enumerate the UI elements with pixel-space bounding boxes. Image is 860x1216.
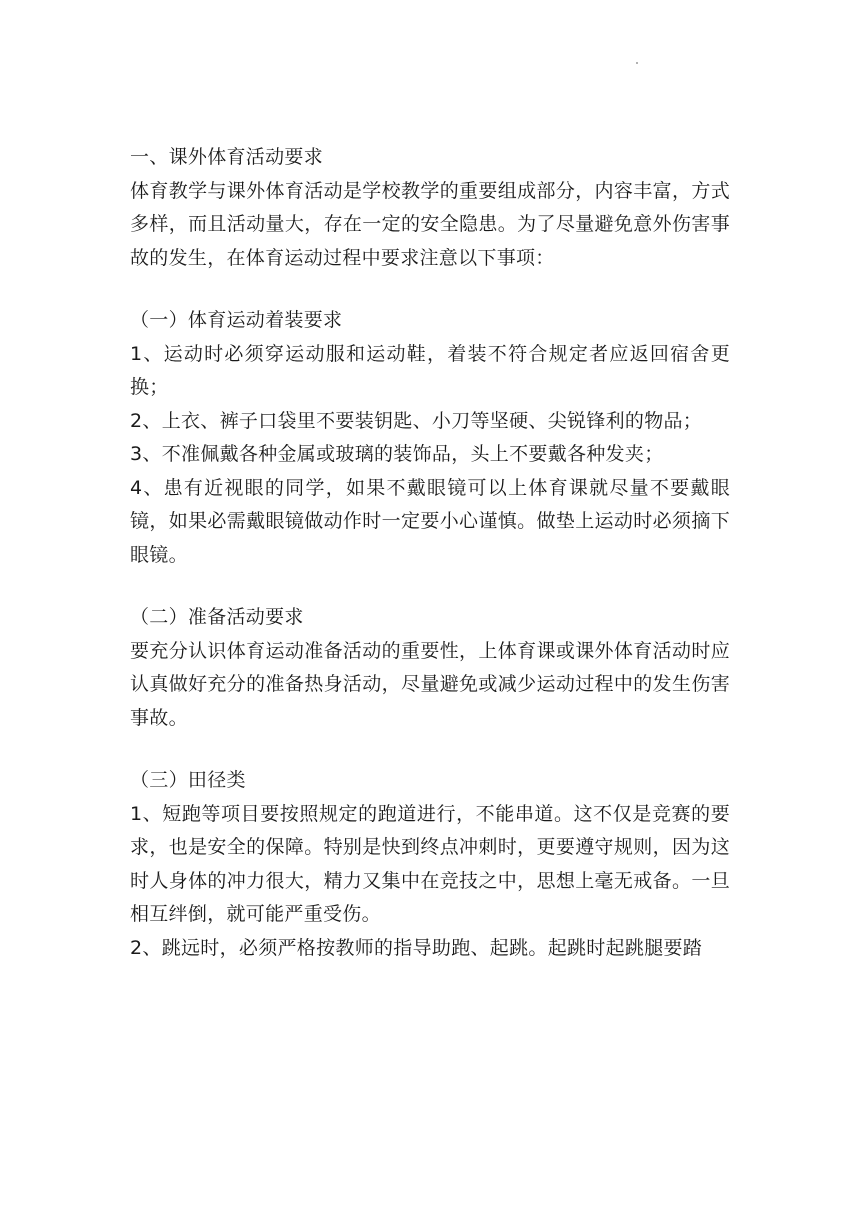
document-body [130, 141, 730, 965]
paragraph-gap [130, 275, 730, 304]
track-field-item-2: 2、跳远时，必须严格按教师的指导助跑、起跳。起跳时起跳腿要踏 [130, 936, 703, 959]
subsection-title-track-field: （三）田径类 [130, 769, 246, 791]
attire-item-2: 2、上衣、裤子口袋里不要装钥匙、小刀等坚硬、尖锐锋利的物品； [130, 409, 703, 432]
attire-item-1: 1、运动时必须穿运动服和运动鞋，着装不符合规定者应返回宿舍更换； [130, 342, 730, 398]
attire-item-4: 4、患有近视眼的同学，如果不戴眼镜可以上体育课就尽量不要戴眼镜，如果必需戴眼镜做动作时一定要小心谨慎。做垫上运动时必须摘下眼镜。 [130, 476, 730, 566]
page-mark [636, 62, 638, 64]
paragraph-gap [130, 572, 730, 601]
intro-paragraph: 体育教学与课外体育活动是学校教学的重要组成部分，内容丰富，方式多样，而且活动量大，存在一定的安全隐患。为了尽量避免意外伤害事故的发生，在体育运动过程中要求注意以下事项： [130, 179, 730, 269]
warmup-paragraph: 要充分认识体育运动准备活动的重要性，上体育课或课外体育活动时应认真做好充分的准备热身活动，尽量避免或减少运动过程中的发生伤害事故。 [130, 639, 730, 729]
track-field-item-1: 1、短跑等项目要按照规定的跑道进行，不能串道。这不仅是竞赛的要求，也是安全的保障。特别是快到终点冲刺时，更要遵守规则，因为这时人身体的冲力很大，精力又集中在竞技之中，思想上毫无戒备。一旦相互绊倒，就可能严重受伤。 [130, 802, 730, 925]
section-title: 一、课外体育活动要求 [130, 146, 324, 168]
subsection-title-warmup: （二）准备活动要求 [130, 606, 304, 628]
paragraph-gap [130, 735, 730, 764]
subsection-title-attire: （一）体育运动着装要求 [130, 309, 343, 331]
attire-item-3: 3、不准佩戴各种金属或玻璃的装饰品，头上不要戴各种发夹； [130, 443, 664, 465]
